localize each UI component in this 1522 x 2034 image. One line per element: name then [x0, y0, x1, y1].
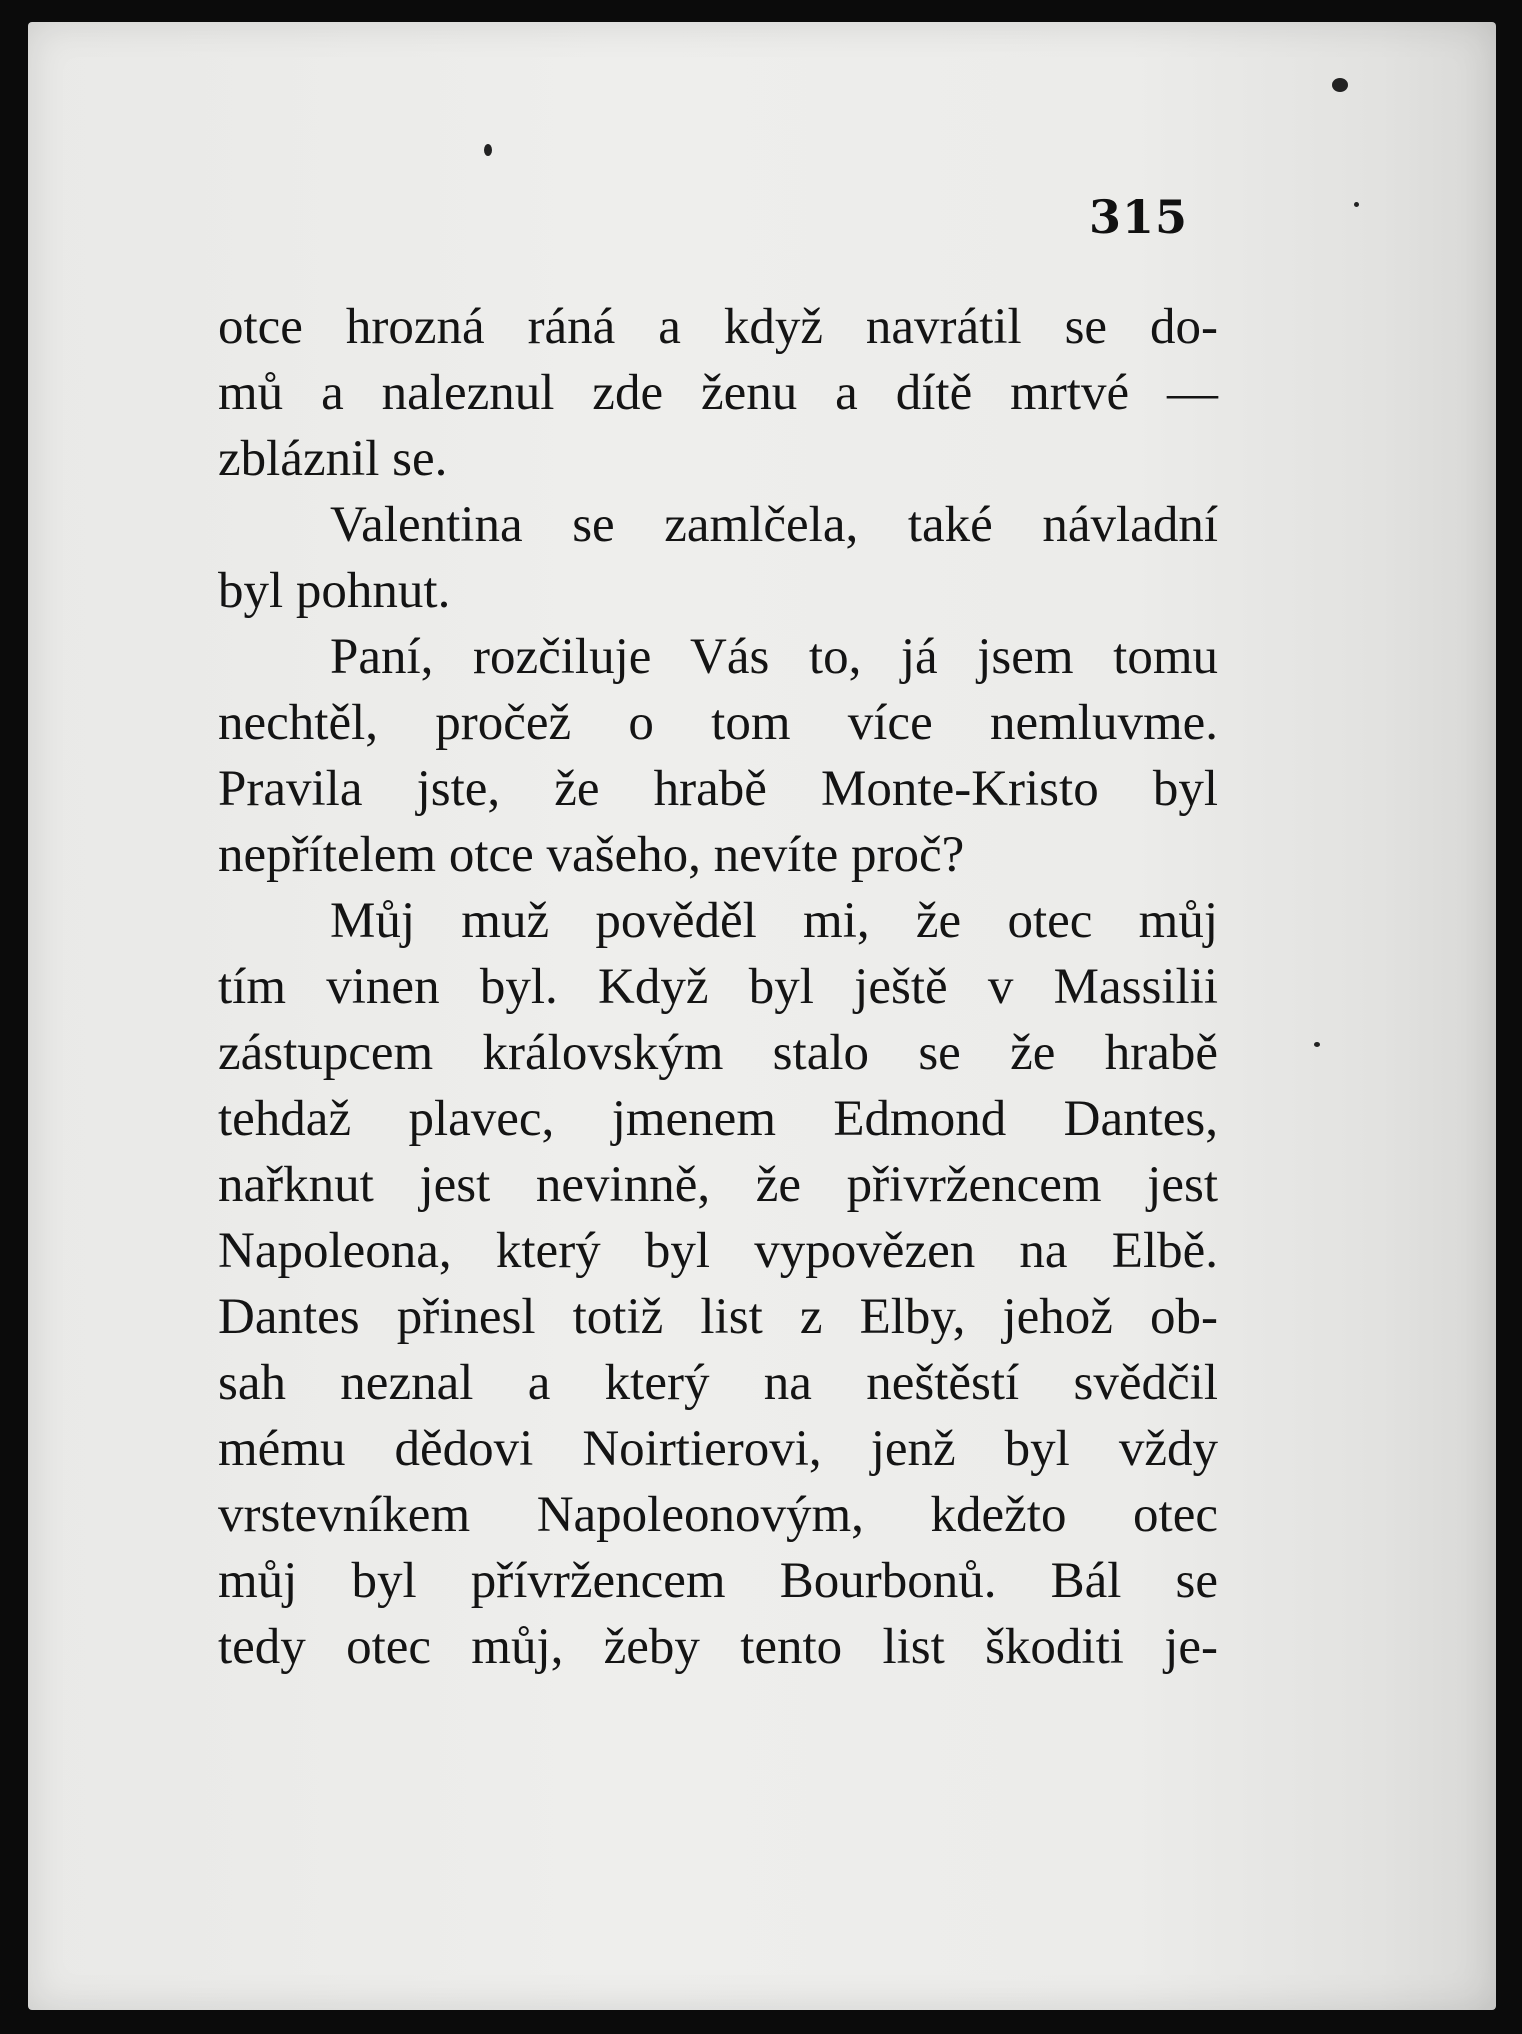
text-line: Paní, rozčiluje Vás to, já jsem tomu — [330, 629, 1218, 685]
text-line: nechtěl, pročež o tom více nemluvme. — [218, 695, 1218, 751]
text-line: tedy otec můj, žeby tento list škoditi je- — [218, 1619, 1218, 1675]
text-line: Pravila jste, že hrabě Monte-Kristo byl — [218, 761, 1218, 817]
text-line: mému dědovi Noirtierovi, jenž byl vždy — [218, 1421, 1218, 1477]
text-line: otce hrozná ráná a když navrátil se do- — [218, 299, 1218, 355]
ink-speck — [1314, 1042, 1320, 1047]
text-line: zástupcem královským stalo se že hrabě — [218, 1025, 1218, 1081]
book-page — [28, 22, 1496, 2010]
text-line: Dantes přinesl totiž list z Elby, jehož ob- — [218, 1289, 1218, 1345]
ink-speck — [1332, 78, 1348, 92]
text-line: Valentina se zamlčela, také návladní — [330, 497, 1218, 553]
text-line: vrstevníkem Napoleonovým, kdežto otec — [218, 1487, 1218, 1543]
text-line: zbláznil se. — [218, 431, 448, 487]
ink-speck — [1354, 202, 1359, 207]
text-line: nařknut jest nevinně, že přivržencem jest — [218, 1157, 1218, 1213]
text-line: Můj muž pověděl mi, že otec můj — [330, 893, 1218, 949]
text-line: nepřítelem otce vašeho, nevíte proč? — [218, 827, 965, 883]
text-line: Napoleona, který byl vypovězen na Elbě. — [218, 1223, 1218, 1279]
text-line: byl pohnut. — [218, 563, 451, 619]
text-line: tím vinen byl. Když byl ještě v Massilii — [218, 959, 1218, 1015]
text-line: tehdaž plavec, jmenem Edmond Dantes, — [218, 1091, 1218, 1147]
ink-speck — [484, 144, 492, 156]
page-number: 315 — [1088, 190, 1188, 244]
page-body-text — [218, 294, 1218, 1680]
text-line: mů a naleznul zde ženu a dítě mrtvé — — [218, 365, 1218, 421]
text-line: sah neznal a který na neštěstí svědčil — [218, 1355, 1218, 1411]
text-line: můj byl přívržencem Bourbonů. Bál se — [218, 1553, 1218, 1609]
